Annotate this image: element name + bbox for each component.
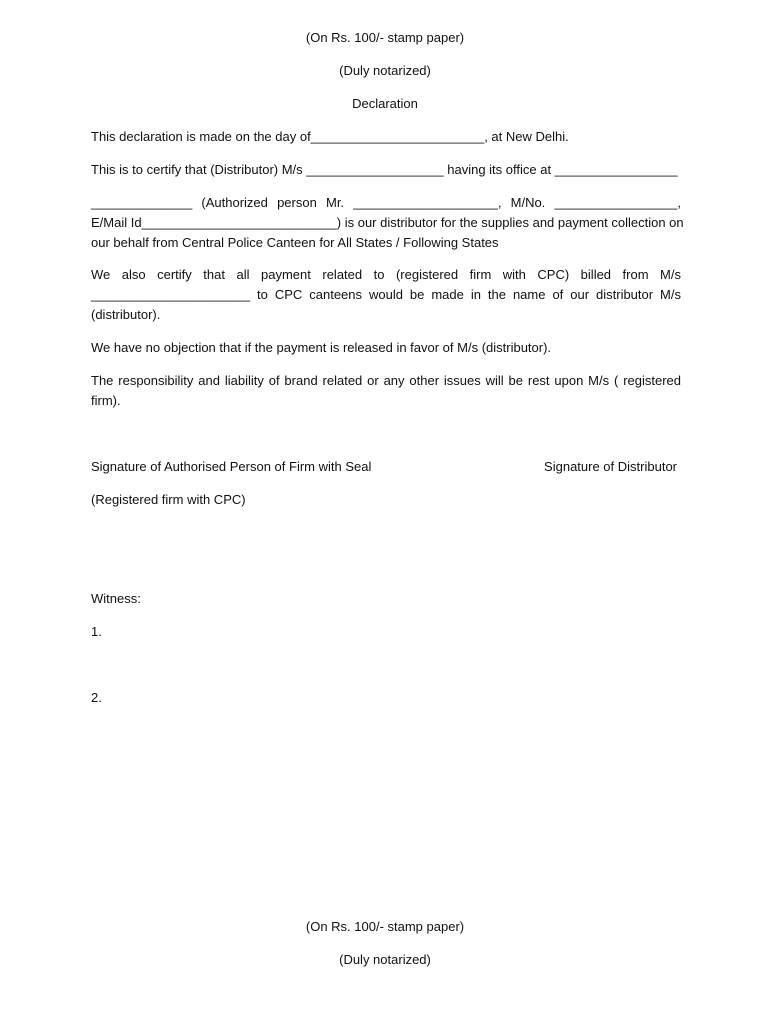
distributor-signature-label: Signature of Distributor bbox=[544, 459, 677, 474]
payment-paragraph bbox=[91, 265, 681, 325]
document-title: Declaration bbox=[352, 96, 418, 111]
paragraph-line: ______________________ to CPC canteens would be made in the name of our distributor M/s bbox=[91, 287, 681, 302]
declaration-date-line: This declaration is made on the day of________________________, at New Delhi. bbox=[91, 129, 569, 144]
responsibility-paragraph bbox=[91, 371, 681, 411]
witness-label: Witness: bbox=[91, 591, 141, 606]
paragraph-line: firm). bbox=[91, 393, 121, 408]
footer-stamp-paper-note: (On Rs. 100/- stamp paper) bbox=[305, 919, 465, 934]
paragraph-line: We also certify that all payment related to (registered firm with CPC) billed from M/s bbox=[91, 267, 681, 282]
paragraph-line: ______________ (Authorized person Mr. ____________________, M/No. _________________, bbox=[91, 195, 681, 210]
registered-firm-note: (Registered firm with CPC) bbox=[91, 492, 246, 507]
witness-item-2: 2. bbox=[91, 690, 102, 705]
paragraph-line: (distributor). bbox=[91, 307, 161, 322]
stamp-paper-note: (On Rs. 100/- stamp paper) bbox=[305, 30, 465, 45]
paragraph-line: our behalf from Central Police Canteen for All States / Following States bbox=[91, 235, 499, 250]
paragraph-line: E/Mail Id___________________________) is our distributor for the supplies and payment collection on bbox=[91, 215, 684, 230]
paragraph-line: The responsibility and liability of brand related or any other issues will be rest upon M/s ( registered bbox=[91, 373, 681, 388]
footer-notarized-note: (Duly notarized) bbox=[339, 952, 431, 967]
notarized-note: (Duly notarized) bbox=[339, 63, 431, 78]
authorized-person-paragraph bbox=[91, 193, 684, 253]
certify-line: This is to certify that (Distributor) M/s ___________________ having its office at _________________ bbox=[91, 162, 678, 177]
no-objection-line: We have no objection that if the payment is released in favor of M/s (distributor). bbox=[91, 340, 552, 355]
witness-item-1: 1. bbox=[91, 624, 102, 639]
firm-signature-label: Signature of Authorised Person of Firm with Seal bbox=[91, 459, 372, 474]
